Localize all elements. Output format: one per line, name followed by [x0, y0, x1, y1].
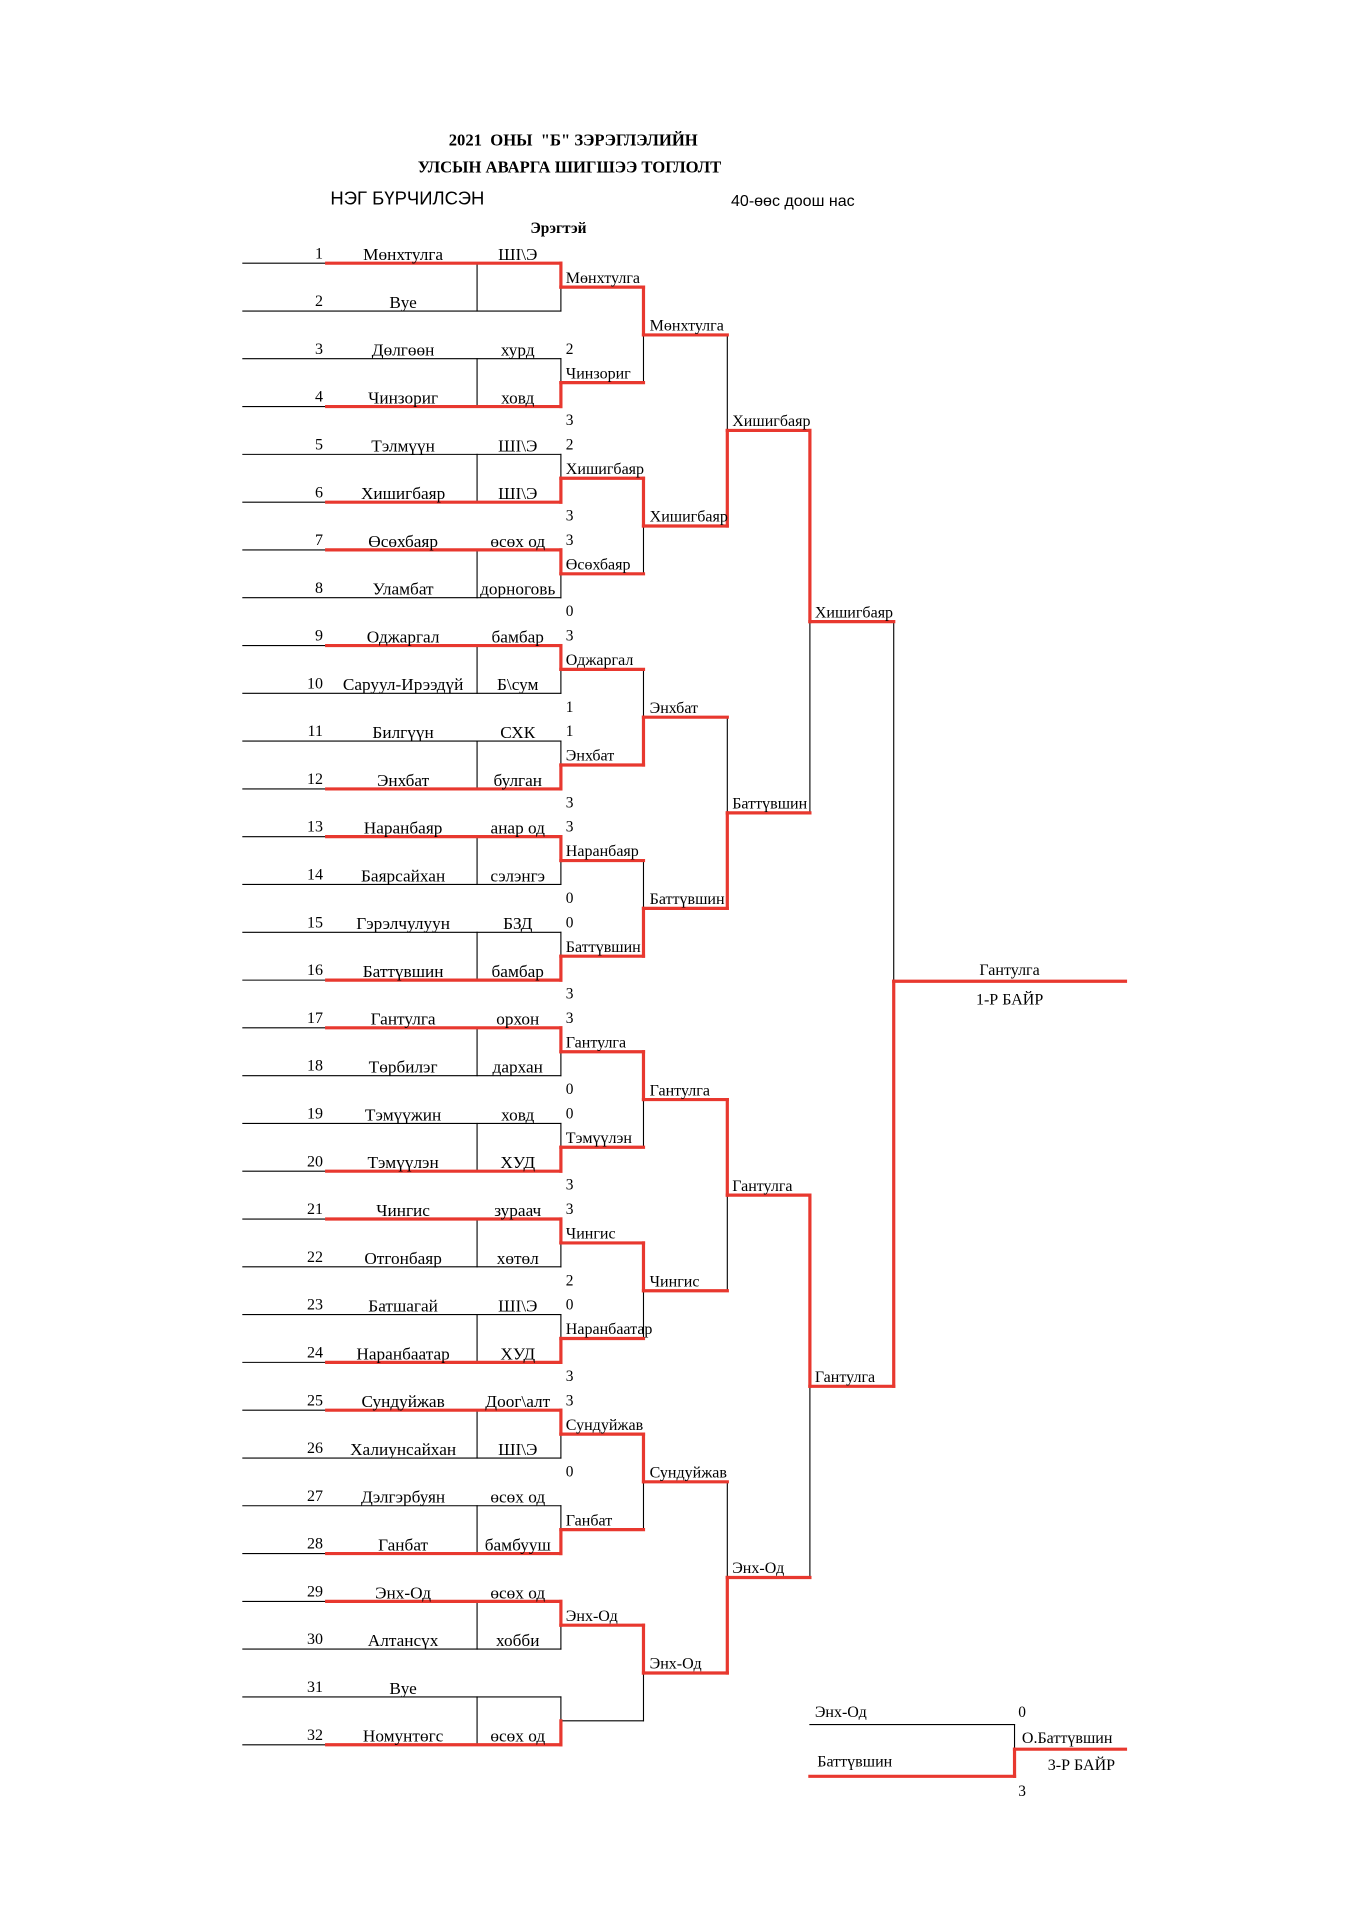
third-place-player-name: Баттүвшин: [817, 1753, 893, 1771]
title-line-1: 2021 ОНЫ "Б" ЗЭРЭГЛЭЛИЙН: [448, 130, 698, 150]
seed-number: 15: [306, 914, 323, 932]
player-name: Наранбаяр: [363, 818, 443, 838]
player-name: Отгонбаяр: [364, 1248, 442, 1268]
player-name: Чингис: [376, 1200, 430, 1220]
player-club: өсөх од: [490, 1487, 546, 1507]
round2-name: Энхбат: [565, 747, 615, 765]
round2-name: Наранбаяр: [565, 843, 639, 861]
player-club: бамбар: [491, 627, 544, 647]
match-score: 3: [565, 531, 574, 549]
player-name: Дөлгөөн: [371, 340, 435, 360]
player-club: ховд: [501, 388, 535, 408]
seed-number: 23: [306, 1296, 323, 1314]
round2-name: Ганбат: [565, 1512, 613, 1530]
player-club: дорноговь: [480, 579, 556, 599]
player-club: ШІ\Э: [498, 1296, 538, 1316]
seed-number: 13: [306, 818, 323, 836]
match-score: 3: [565, 794, 574, 812]
seed-number: 14: [306, 866, 323, 884]
match-score: 3: [1018, 1783, 1026, 1801]
round2-name: Гантулга: [565, 1034, 627, 1052]
match-score: 1: [565, 698, 574, 716]
match-score: 3: [565, 412, 574, 430]
match-score: 1: [565, 723, 574, 741]
player-name: Чинзориг: [368, 388, 439, 408]
player-club: СХК: [500, 723, 536, 743]
seed-number: 25: [306, 1392, 323, 1410]
round3-name: Сундуйжав: [649, 1464, 727, 1482]
round2-name: Сундуйжав: [565, 1416, 644, 1434]
round3-name: Энхбат: [649, 699, 699, 717]
match-score: 2: [565, 340, 574, 358]
seed-number: 2: [314, 293, 323, 311]
match-score: 3: [565, 1176, 574, 1194]
player-club: орхон: [496, 1009, 540, 1029]
player-name: Вуе: [389, 1678, 417, 1698]
round4-name: Гантулга: [732, 1177, 793, 1195]
player-name: Төрбилэг: [368, 1057, 438, 1077]
player-name: Дэлгэрбуян: [361, 1487, 446, 1507]
player-club: сэлэнгэ: [490, 866, 546, 886]
player-name: Билгүүн: [372, 723, 434, 743]
player-name: Баярсайхан: [361, 866, 446, 886]
player-name: Халиунсайхан: [350, 1439, 457, 1459]
player-name: Энх-Од: [375, 1583, 432, 1603]
player-club: хобби: [496, 1631, 540, 1651]
player-name: Алтансүх: [367, 1631, 439, 1651]
round4-name: Энх-Од: [732, 1560, 785, 1578]
gender-label: Эрэгтэй: [530, 219, 587, 237]
player-name: Наранбаатар: [356, 1344, 450, 1364]
title-line-2: УЛСЫН АВАРГА ШИГШЭЭ ТОГЛОЛТ: [417, 157, 722, 177]
seed-number: 28: [306, 1535, 323, 1553]
round5-name: Хишигбаяр: [814, 604, 894, 622]
match-score: 3: [565, 1009, 574, 1027]
round2-name: Хишигбаяр: [565, 460, 645, 478]
match-score: 3: [565, 1392, 574, 1410]
round2-name: Тэмүүлэн: [565, 1129, 632, 1147]
seed-number: 7: [314, 531, 323, 549]
player-club: Доог\алт: [485, 1392, 551, 1412]
champion-name: Гантулга: [979, 962, 1040, 980]
player-club: анар од: [490, 818, 545, 838]
player-name: Тэмүүлэн: [367, 1153, 439, 1173]
seed-number: 4: [314, 388, 323, 406]
player-club: ховд: [501, 1105, 535, 1125]
match-score: 0: [565, 1463, 574, 1481]
seed-number: 5: [314, 436, 323, 454]
match-score: 0: [1018, 1704, 1026, 1722]
round3-name: Чингис: [649, 1273, 700, 1291]
seed-number: 26: [306, 1440, 323, 1458]
player-club: ШІ\Э: [498, 484, 538, 504]
round2-name: Энх-Од: [565, 1607, 618, 1625]
player-name: Хишигбаяр: [360, 484, 446, 504]
seed-number: 18: [306, 1057, 323, 1075]
player-club: дархан: [492, 1057, 543, 1077]
seed-number: 19: [306, 1105, 323, 1123]
seed-number: 24: [306, 1344, 323, 1362]
round4-name: Баттүвшин: [732, 795, 808, 813]
player-club: өсөх од: [490, 531, 546, 551]
match-score: 2: [565, 1272, 574, 1290]
round2-name: Чинзориг: [565, 365, 631, 383]
seed-number: 31: [306, 1679, 323, 1697]
match-score: 3: [565, 1201, 574, 1219]
player-name: Вуе: [389, 292, 417, 312]
third-place-winner-name: О.Баттүвшин: [1021, 1730, 1113, 1748]
player-club: ШІ\Э: [498, 1439, 538, 1459]
player-name: Мөнхтулга: [363, 245, 444, 265]
match-score: 0: [565, 1296, 574, 1314]
seed-number: 29: [306, 1583, 323, 1601]
seed-number: 16: [306, 962, 323, 980]
match-score: 3: [565, 1367, 574, 1385]
seed-number: 22: [306, 1248, 323, 1266]
player-club: зураач: [494, 1200, 542, 1220]
player-name: Номунтөгс: [362, 1726, 444, 1746]
round2-name: Баттүвшин: [565, 938, 641, 956]
player-club: ШІ\Э: [498, 436, 538, 456]
round2-name: Наранбаатар: [565, 1321, 653, 1339]
seed-number: 10: [306, 675, 323, 693]
seed-number: 20: [306, 1153, 323, 1171]
seed-number: 8: [314, 579, 323, 597]
match-score: 2: [565, 436, 574, 454]
player-club: ХУД: [500, 1344, 536, 1364]
match-score: 3: [565, 507, 574, 525]
player-name: Оджаргал: [366, 627, 440, 647]
match-score: 0: [565, 1105, 574, 1123]
player-name: Батшагай: [368, 1296, 438, 1316]
bracket-labels: [307, 245, 1115, 1800]
match-score: 3: [565, 985, 574, 1003]
match-score: 0: [565, 889, 574, 907]
player-name: Баттүвшин: [362, 962, 444, 982]
player-name: Өсөхбаяр: [368, 531, 438, 551]
bracket-lines: [243, 263, 1015, 1749]
player-club: ШІ\Э: [498, 245, 538, 265]
player-name: Тэлмүүн: [371, 436, 435, 456]
player-name: Гантулга: [370, 1009, 436, 1029]
player-name: Ганбат: [378, 1535, 429, 1555]
player-club: бамбар: [491, 962, 544, 982]
round4-name: Хишигбаяр: [732, 413, 811, 431]
seed-number: 9: [314, 627, 323, 645]
match-score: 0: [565, 1081, 574, 1099]
player-club: хурд: [500, 340, 535, 360]
player-name: Сундуйжав: [361, 1392, 445, 1412]
player-club: өсөх од: [490, 1726, 546, 1746]
format-label: НЭГ БҮРЧИЛСЭН: [330, 187, 485, 209]
match-score: 0: [565, 914, 574, 932]
round2-name: Өсөхбаяр: [565, 556, 631, 574]
player-name: Саруул-Ирээдүй: [342, 675, 464, 695]
seed-number: 12: [306, 770, 323, 788]
match-score: 3: [565, 818, 574, 836]
player-name: Гэрэлчулуун: [356, 914, 450, 934]
match-score: 0: [565, 603, 574, 621]
seed-number: 30: [306, 1631, 323, 1649]
seed-number: 17: [306, 1009, 323, 1027]
first-place-label: 1-Р БАЙР: [975, 991, 1044, 1009]
match-score: 3: [565, 627, 574, 645]
third-place-player-name: Энх-Од: [814, 1704, 867, 1722]
player-club: бамбууш: [484, 1535, 551, 1555]
round5-name: Гантулга: [814, 1368, 876, 1386]
winner-path-lines: [327, 263, 1126, 1776]
seed-number: 11: [307, 723, 323, 741]
player-name: Энхбат: [377, 770, 430, 790]
player-name: Тэмүүжин: [364, 1105, 442, 1125]
seed-number: 1: [314, 245, 323, 263]
round3-name: Баттүвшин: [649, 891, 725, 909]
player-club: ХУД: [500, 1153, 536, 1173]
round3-name: Гантулга: [649, 1082, 710, 1100]
round3-name: Энх-Од: [649, 1655, 702, 1673]
seed-number: 21: [306, 1201, 323, 1219]
player-name: Уламбат: [372, 579, 434, 599]
seed-number: 32: [306, 1726, 323, 1744]
round3-name: Мөнхтулга: [649, 317, 724, 335]
player-club: хөтөл: [496, 1248, 539, 1268]
seed-number: 3: [314, 340, 323, 358]
player-club: булган: [493, 770, 543, 790]
age-group-label: 40-өөс доош нас: [731, 191, 855, 210]
round2-name: Мөнхтулга: [565, 269, 641, 287]
seed-number: 6: [314, 484, 323, 502]
round2-name: Чингис: [565, 1225, 616, 1243]
player-club: өсөх од: [490, 1583, 546, 1603]
third-place-label: 3-Р БАЙР: [1047, 1757, 1116, 1775]
round2-name: Оджаргал: [565, 652, 634, 670]
seed-number: 27: [306, 1487, 323, 1505]
player-club: БЗД: [503, 914, 533, 934]
player-club: Б\сум: [497, 675, 539, 695]
round3-name: Хишигбаяр: [649, 508, 728, 526]
